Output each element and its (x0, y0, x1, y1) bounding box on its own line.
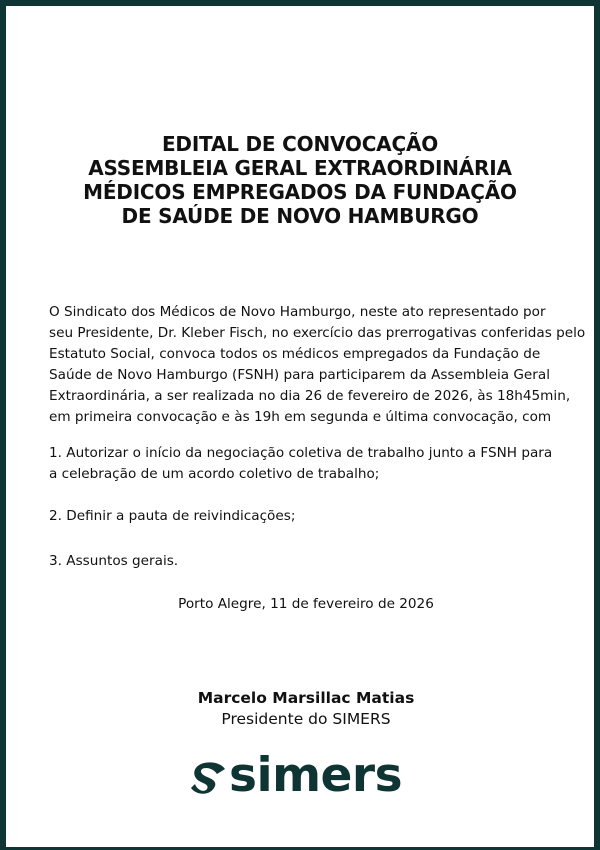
intro-line: Saúde de Novo Hamburgo (FSNH) para participarem da Assembleia Geral (49, 367, 550, 383)
simers-logo (184, 748, 434, 806)
intro-line: seu Presidente, Dr. Kleber Fisch, no exercício das prerrogativas conferidas pelo (49, 325, 586, 341)
intro-line: Estatuto Social, convoca todos os médicos empregados da Fundação de (49, 346, 541, 362)
agenda-item-1 (49, 443, 584, 485)
agenda-item-1-line: 1. Autorizar o início da negociação coletiva de trabalho junto a FSNH para (49, 445, 553, 461)
title-line-1: EDITAL DE CONVOCAÇÃO (161, 132, 439, 156)
agenda-item-1-line: a celebração de um acordo coletivo de trabalho; (49, 466, 380, 482)
title-line-4: DE SAÚDE DE NOVO HAMBURGO (121, 204, 479, 228)
agenda-item-2 (49, 506, 584, 527)
agenda-item-3-text: 3. Assuntos gerais. (49, 553, 179, 569)
simers-logo-text: simers (229, 748, 403, 803)
simers-logo-mark-icon (189, 762, 227, 796)
title-line-2: ASSEMBLEIA GERAL EXTRAORDINÁRIA (88, 156, 512, 180)
title-line-3: MÉDICOS EMPREGADOS DA FUNDAÇÃO (83, 180, 517, 204)
agenda-item-3 (49, 551, 584, 572)
notice-title (6, 132, 594, 228)
signer-role: Presidente do SIMERS (221, 710, 391, 728)
signature-block (6, 688, 600, 730)
intro-paragraph (49, 302, 584, 428)
dateline: Porto Alegre, 11 de fevereiro de 2026 (178, 596, 434, 612)
intro-line: em primeira convocação e às 19h em segunda e última convocação, com (49, 409, 552, 425)
intro-line: Extraordinária, a ser realizada no dia 26 de fevereiro de 2026, às 18h45min, (49, 388, 571, 404)
signer-name: Marcelo Marsillac Matias (197, 689, 415, 707)
agenda-item-2-text: 2. Definir a pauta de reivindicações; (49, 508, 296, 524)
intro-line: O Sindicato dos Médicos de Novo Hamburgo, neste ato representado por (49, 304, 546, 320)
